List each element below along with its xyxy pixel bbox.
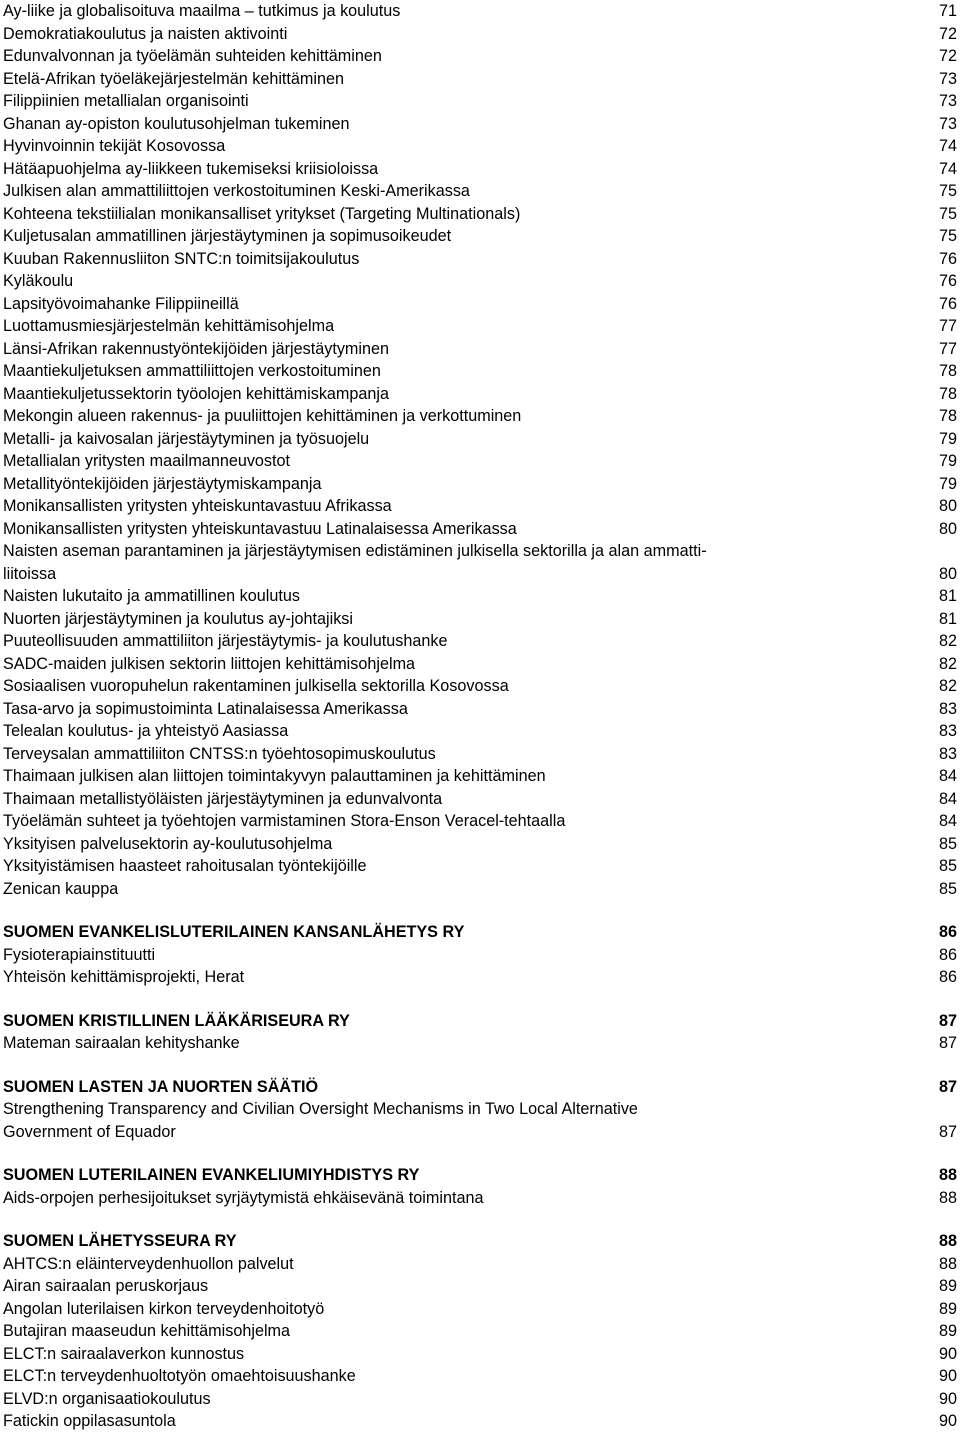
toc-entry-title: Yksityistämisen haasteet rahoitusalan työntekijöille (3, 857, 367, 875)
toc-entry (3, 1320, 957, 1343)
section-heading (3, 1076, 957, 1099)
toc-entry (3, 585, 957, 608)
section-heading-page: 88 (938, 1232, 957, 1250)
toc-entry-title: Kyläkoulu (3, 272, 74, 290)
toc-entry-page: 75 (938, 204, 957, 223)
toc-entry (3, 1187, 957, 1210)
toc-entry-page: 85 (938, 857, 957, 875)
toc-entry (3, 1298, 957, 1321)
toc-entry-page: 74 (938, 159, 957, 178)
toc-entry-page: 79 (938, 429, 957, 448)
toc-entry-page: 82 (938, 654, 957, 673)
toc-entry (3, 966, 957, 989)
toc-entry-title: Maantiekuljetussektorin työolojen kehittämiskampanja (3, 384, 390, 403)
section-heading-page: 88 (938, 1166, 957, 1184)
toc-entry (3, 765, 957, 788)
toc-entry-title: Luottamusmiesjärjestelmän kehittämisohjelma (3, 317, 335, 335)
toc-entry (3, 833, 957, 856)
toc-entry-page: 87 (938, 1034, 957, 1052)
toc-entry-title: Mekongin alueen rakennus- ja puuliittojen kehittäminen ja verkottuminen (3, 407, 522, 425)
toc-entry-title: Monikansallisten yritysten yhteiskuntavastuu Latinalaisessa Amerikassa (3, 519, 517, 538)
toc-entry (3, 338, 957, 361)
toc-entry-page: 84 (938, 767, 957, 785)
toc-entry (3, 944, 957, 967)
toc-entry-title: Angolan luterilaisen kirkon terveydenhoitotyö (3, 1299, 325, 1318)
section-heading-title: SUOMEN EVANKELISLUTERILAINEN KANSANLÄHETYS RY (3, 923, 465, 941)
table-of-contents (3, 0, 957, 1433)
toc-entry-continuation (3, 1121, 957, 1144)
section-spacer (3, 989, 957, 1010)
toc-entry-page: 80 (938, 519, 957, 538)
toc-entry (3, 113, 957, 136)
toc-entry-page: 79 (938, 474, 957, 493)
section-heading-title: SUOMEN LASTEN JA NUORTEN SÄÄTIÖ (3, 1077, 319, 1096)
toc-entry-page: 78 (938, 362, 957, 380)
toc-entry-title: Julkisen alan ammattiliittojen verkostoituminen Keski-Amerikassa (3, 182, 470, 200)
toc-entry-title: Zenican kauppa (3, 879, 119, 898)
toc-entry-title: Kohteena tekstiilialan monikansalliset yritykset (Targeting Multinationals) (3, 204, 521, 223)
toc-entry-title: Työelämän suhteet ja työehtojen varmistaminen Stora-Enson Veracel-tehtaalla (3, 812, 566, 830)
toc-entry-title: Airan sairaalan peruskorjaus (3, 1277, 209, 1295)
toc-entry (3, 698, 957, 721)
toc-entry-page: 83 (938, 699, 957, 718)
toc-entry (3, 630, 957, 653)
toc-entry-page: 85 (938, 834, 957, 853)
toc-entry-title: Ay-liike ja globalisoituva maailma – tutkimus ja koulutus (3, 2, 401, 20)
section-spacer (3, 1143, 957, 1164)
toc-entry-page: 77 (938, 339, 957, 358)
toc-entry (3, 1343, 957, 1366)
toc-entry-title: Naisten lukutaito ja ammatillinen koulutus (3, 587, 300, 605)
toc-entry (3, 68, 957, 91)
toc-entry-title: Hyvinvoinnin tekijät Kosovossa (3, 137, 226, 155)
toc-entry-page: 76 (938, 249, 957, 268)
toc-entry-title: Etelä-Afrikan työeläkejärjestelmän kehittäminen (3, 69, 345, 88)
toc-entry-title: Puuteollisuuden ammattiliiton järjestäytymis- ja koulutushanke (3, 632, 448, 650)
toc-entry (3, 743, 957, 766)
toc-entry (3, 473, 957, 496)
toc-entry (3, 90, 957, 113)
toc-entry-title: Mateman sairaalan kehityshanke (3, 1034, 240, 1052)
toc-entry-title: Monikansallisten yritysten yhteiskuntavastuu Afrikassa (3, 497, 392, 515)
toc-entry-title: Thaimaan julkisen alan liittojen toimintakyvyn palauttaminen ja kehittäminen (3, 767, 546, 785)
toc-entry-page: 77 (938, 317, 957, 335)
toc-entry-page: 88 (938, 1254, 957, 1273)
section-spacer (3, 1055, 957, 1076)
toc-entry (3, 1365, 957, 1388)
toc-entry-title: Naisten aseman parantaminen ja järjestäytymisen edistäminen julkisella sektorilla ja alan ammatti- (3, 542, 707, 560)
toc-entry-page: 75 (938, 182, 957, 200)
toc-entry (3, 428, 957, 451)
toc-entry-page: 78 (938, 407, 957, 425)
toc-entry-page: 72 (938, 47, 957, 65)
toc-entry-page: 83 (938, 722, 957, 740)
toc-entry-title: Metalli- ja kaivosalan järjestäytyminen ja työsuojelu (3, 429, 370, 448)
toc-entry-page: 74 (938, 137, 957, 155)
toc-entry (3, 360, 957, 383)
toc-entry (3, 180, 957, 203)
toc-entry-page: 73 (938, 69, 957, 88)
toc-entry-page: 90 (938, 1412, 957, 1430)
toc-entry (3, 1098, 957, 1121)
toc-entry-title: Ghanan ay-opiston koulutusohjelman tukeminen (3, 114, 350, 133)
toc-entry-page: 71 (938, 2, 957, 20)
toc-entry (3, 1410, 957, 1433)
toc-entry (3, 225, 957, 248)
toc-entry-page: 79 (938, 452, 957, 470)
toc-entry-title: Terveysalan ammattiliiton CNTSS:n työehtosopimuskoulutus (3, 744, 436, 763)
section-heading (3, 1164, 957, 1187)
section-heading-page: 86 (938, 923, 957, 941)
toc-entry-title: Fatickin oppilasasuntola (3, 1412, 176, 1430)
toc-entry-page: 85 (938, 879, 957, 898)
section-heading-title: SUOMEN LUTERILAINEN EVANKELIUMIYHDISTYS RY (3, 1166, 420, 1184)
section-heading (3, 921, 957, 944)
toc-entry-page: 73 (938, 92, 957, 110)
section-heading (3, 1230, 957, 1253)
toc-entry (3, 653, 957, 676)
section-heading-page: 87 (938, 1011, 957, 1030)
toc-entry-page: 89 (938, 1322, 957, 1340)
toc-entry-page: 76 (938, 294, 957, 313)
toc-entry-title: Filippiinien metallialan organisointi (3, 92, 249, 110)
toc-entry-title: Yksityisen palvelusektorin ay-koulutusohjelma (3, 834, 333, 853)
toc-entry (3, 1253, 957, 1276)
toc-entry-page: 88 (938, 1188, 957, 1207)
toc-entry-title: Aids-orpojen perhesijoitukset syrjäytymistä ehkäisevänä toimintana (3, 1188, 484, 1207)
toc-entry-title-continued: liitoissa (3, 564, 57, 583)
toc-entry-title: AHTCS:n eläinterveydenhuollon palvelut (3, 1254, 294, 1273)
toc-entry (3, 540, 957, 563)
toc-entry-title: Demokratiakoulutus ja naisten aktivointi (3, 24, 288, 43)
toc-entry-page: 87 (938, 1122, 957, 1141)
toc-entry-title: ELVD:n organisaatiokoulutus (3, 1389, 211, 1408)
section-heading-page: 87 (938, 1077, 957, 1096)
toc-entry (3, 293, 957, 316)
toc-entry-page: 82 (938, 677, 957, 695)
toc-entry-title: ELCT:n terveydenhuoltotyön omaehtoisuushanke (3, 1367, 356, 1385)
toc-entry (3, 270, 957, 293)
toc-entry-page: 80 (938, 564, 957, 583)
toc-entry-page: 81 (938, 587, 957, 605)
toc-entry (3, 405, 957, 428)
toc-entry (3, 383, 957, 406)
section-spacer (3, 900, 957, 921)
toc-entry-title: Fysioterapiainstituutti (3, 945, 156, 964)
toc-entry-page: 90 (938, 1389, 957, 1408)
toc-entry-page: 84 (938, 789, 957, 808)
toc-entry (3, 1275, 957, 1298)
toc-entry-title: Kuljetusalan ammatillinen järjestäytyminen ja sopimusoikeudet (3, 227, 452, 245)
toc-entry (3, 878, 957, 901)
toc-entry-title: Nuorten järjestäytyminen ja koulutus ay-johtajiksi (3, 609, 353, 628)
toc-entry (3, 788, 957, 811)
toc-entry (3, 810, 957, 833)
toc-entry (3, 1032, 957, 1055)
toc-entry-title: Lapsityövoimahanke Filippiineillä (3, 294, 239, 313)
toc-entry-page: 73 (938, 114, 957, 133)
toc-entry-title: Maantiekuljetuksen ammattiliittojen verkostoituminen (3, 362, 381, 380)
toc-entry-title: Kuuban Rakennusliiton SNTC:n toimitsijakoulutus (3, 249, 360, 268)
toc-entry (3, 203, 957, 226)
toc-entry-page: 89 (938, 1277, 957, 1295)
toc-entry-title: Sosiaalisen vuoropuhelun rakentaminen julkisella sektorilla Kosovossa (3, 677, 509, 695)
toc-entry (3, 1388, 957, 1411)
toc-entry (3, 675, 957, 698)
toc-entry-title-continued: Government of Equador (3, 1122, 176, 1141)
toc-entry-title: Tasa-arvo ja sopimustoiminta Latinalaisessa Amerikassa (3, 699, 408, 718)
toc-entry-title: Telealan koulutus- ja yhteistyö Aasiassa (3, 722, 289, 740)
toc-entry (3, 450, 957, 473)
toc-entry-title: ELCT:n sairaalaverkon kunnostus (3, 1344, 245, 1363)
toc-entry-page: 81 (938, 609, 957, 628)
toc-entry-title: Metallialan yritysten maailmanneuvostot (3, 452, 291, 470)
toc-entry-title: Strengthening Transparency and Civilian Oversight Mechanisms in Two Local Alternative (3, 1100, 638, 1118)
toc-entry (3, 45, 957, 68)
toc-entry-title: Thaimaan metallistyöläisten järjestäytyminen ja edunvalvonta (3, 789, 443, 808)
section-spacer (3, 1209, 957, 1230)
toc-entry (3, 0, 957, 23)
section-heading-title: SUOMEN KRISTILLINEN LÄÄKÄRISEURA RY (3, 1011, 350, 1030)
toc-entry (3, 720, 957, 743)
toc-entry (3, 248, 957, 271)
toc-entry-page: 90 (938, 1367, 957, 1385)
toc-entry-title: Yhteisön kehittämisprojekti, Herat (3, 968, 245, 986)
toc-entry-page: 90 (938, 1344, 957, 1363)
toc-entry-title: Hätäapuohjelma ay-liikkeen tukemiseksi kriisioloissa (3, 159, 379, 178)
toc-entry-title: Butajiran maaseudun kehittämisohjelma (3, 1322, 291, 1340)
toc-entry (3, 608, 957, 631)
toc-entry (3, 23, 957, 46)
toc-entry (3, 158, 957, 181)
toc-entry-page: 78 (938, 384, 957, 403)
toc-entry-title: Länsi-Afrikan rakennustyöntekijöiden järjestäytyminen (3, 339, 390, 358)
toc-entry (3, 135, 957, 158)
toc-entry-page: 80 (938, 497, 957, 515)
toc-entry (3, 315, 957, 338)
toc-entry (3, 518, 957, 541)
toc-entry-page: 75 (938, 227, 957, 245)
toc-entry-page: 89 (938, 1299, 957, 1318)
toc-entry (3, 855, 957, 878)
toc-entry-page: 83 (938, 744, 957, 763)
toc-entry-page: 86 (938, 945, 957, 964)
toc-entry (3, 495, 957, 518)
toc-entry-title: Metallityöntekijöiden järjestäytymiskampanja (3, 474, 322, 493)
toc-entry-page: 84 (938, 812, 957, 830)
section-heading-title: SUOMEN LÄHETYSSEURA RY (3, 1232, 237, 1250)
toc-entry-continuation (3, 563, 957, 586)
toc-entry-page: 86 (938, 968, 957, 986)
toc-entry-page: 82 (938, 632, 957, 650)
toc-entry-page: 76 (938, 272, 957, 290)
toc-entry-page: 72 (938, 24, 957, 43)
toc-entry-title: Edunvalvonnan ja työelämän suhteiden kehittäminen (3, 47, 382, 65)
section-heading (3, 1010, 957, 1033)
toc-entry-title: SADC-maiden julkisen sektorin liittojen kehittämisohjelma (3, 654, 416, 673)
